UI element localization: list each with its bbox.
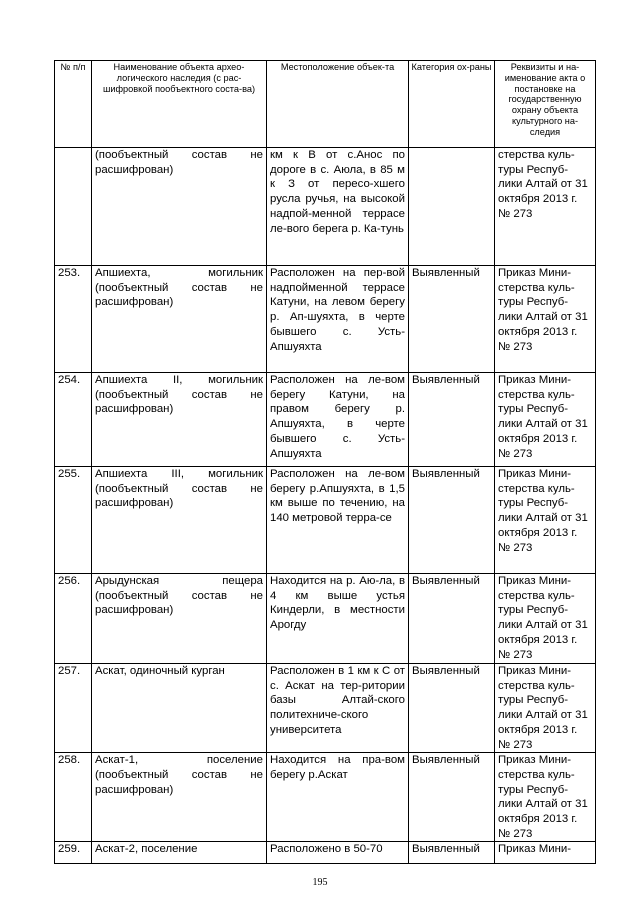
- cell-category: Выявленный: [409, 574, 495, 664]
- header-object-name: Наименование объекта архео-логического наследия (с рас-шифровкой пообъектного соста-ва): [92, 61, 267, 148]
- cell-requisites: Приказ Мини-стерства куль-туры Респуб-лики Алтай от 31 октября 2013 г. № 273: [495, 467, 596, 574]
- cell-object-name: (пообъектный состав не расшифрован): [92, 148, 267, 266]
- cell-location: Находится на пра-вом берегу р.Аскат: [267, 753, 409, 842]
- cell-location: км к В от с.Анос по дороге в с. Аюла, в 85 м к З от пересо-хшего русла ручья, на высокой надпой-менной террасе ле-вого берега р. Ка-тунь: [267, 148, 409, 266]
- table-row: [55, 574, 596, 664]
- cell-object-name: Арыдунская пещера (пообъектный состав не расшифрован): [92, 574, 267, 664]
- header-protection-category: Категория ох-раны: [409, 61, 495, 148]
- header-number: № п/п: [55, 61, 92, 148]
- cell-number: 255.: [55, 467, 92, 574]
- cell-category: Выявленный: [409, 842, 495, 864]
- cell-category: Выявленный: [409, 373, 495, 467]
- cell-location: Расположен на пер-вой надпойменной террасе Катуни, на левом берегу р. Ап-шуяхта, в черте бывшего с. Усть-Апшуяхта: [267, 266, 409, 373]
- table-row: [55, 753, 596, 842]
- table-row: [55, 266, 596, 373]
- cell-object-name: Апшиехта, могильник (пообъектный состав не расшифрован): [92, 266, 267, 373]
- cell-category: Выявленный: [409, 753, 495, 842]
- cell-location: Расположен на ле-вом берегу Катуни, на правом берегу р. Апшуяхта, в черте бывшего с. Усть-Апшуяхта: [267, 373, 409, 467]
- cell-number: 256.: [55, 574, 92, 664]
- table-header-row: [55, 61, 596, 148]
- cell-object-name: Аскат, одиночный курган: [92, 664, 267, 753]
- table-row: [55, 467, 596, 574]
- cell-object-name: Аскат-1, поселение (пообъектный состав не расшифрован): [92, 753, 267, 842]
- cell-number: 257.: [55, 664, 92, 753]
- cell-location: Расположено в 50-70: [267, 842, 409, 864]
- cell-category: [409, 148, 495, 266]
- cell-number: 259.: [55, 842, 92, 864]
- heritage-registry-table: [54, 60, 596, 864]
- table-row: [55, 842, 596, 864]
- header-act-requisites: Реквизиты и на-именование акта о постановке на государственную охрану объекта культурного на-следия: [495, 61, 596, 148]
- cell-number: 254.: [55, 373, 92, 467]
- cell-number: 258.: [55, 753, 92, 842]
- table-row: [55, 373, 596, 467]
- cell-number: 253.: [55, 266, 92, 373]
- cell-location: Находится на р. Аю-ла, в 4 км выше устья Киндерли, в местности Арогду: [267, 574, 409, 664]
- cell-location: Расположен в 1 км к С от с. Аскат на тер-ритории базы Алтай-ского политехниче-ского университета: [267, 664, 409, 753]
- cell-requisites: Приказ Мини-стерства куль-туры Респуб-лики Алтай от 31 октября 2013 г. № 273: [495, 574, 596, 664]
- cell-category: Выявленный: [409, 467, 495, 574]
- cell-object-name: Апшиехта III, могильник (пообъектный состав не расшифрован): [92, 467, 267, 574]
- table-row: [55, 664, 596, 753]
- cell-object-name: Аскат-2, поселение: [92, 842, 267, 864]
- cell-object-name: Апшиехта II, могильник (пообъектный состав не расшифрован): [92, 373, 267, 467]
- page-number: 195: [312, 877, 328, 888]
- cell-requisites: стерства куль-туры Респуб-лики Алтай от 31 октября 2013 г. № 273: [495, 148, 596, 266]
- cell-requisites: Приказ Мини-стерства куль-туры Респуб-лики Алтай от 31 октября 2013 г. № 273: [495, 753, 596, 842]
- cell-category: Выявленный: [409, 266, 495, 373]
- cell-location: Расположен на ле-вом берегу р.Апшуяхта, в 1,5 км выше по течению, на 140 метровой терра-се: [267, 467, 409, 574]
- cell-requisites: Приказ Мини-стерства куль-туры Респуб-лики Алтай от 31 октября 2013 г. № 273: [495, 266, 596, 373]
- cell-requisites: Приказ Мини-стерства куль-туры Респуб-лики Алтай от 31 октября 2013 г. № 273: [495, 664, 596, 753]
- cell-requisites: Приказ Мини-стерства куль-туры Респуб-лики Алтай от 31 октября 2013 г. № 273: [495, 373, 596, 467]
- cell-number: [55, 148, 92, 266]
- header-location: Местоположение объек-та: [267, 61, 409, 148]
- table-body: [55, 148, 596, 864]
- cell-category: Выявленный: [409, 664, 495, 753]
- table-row: [55, 148, 596, 266]
- cell-requisites: Приказ Мини-: [495, 842, 596, 864]
